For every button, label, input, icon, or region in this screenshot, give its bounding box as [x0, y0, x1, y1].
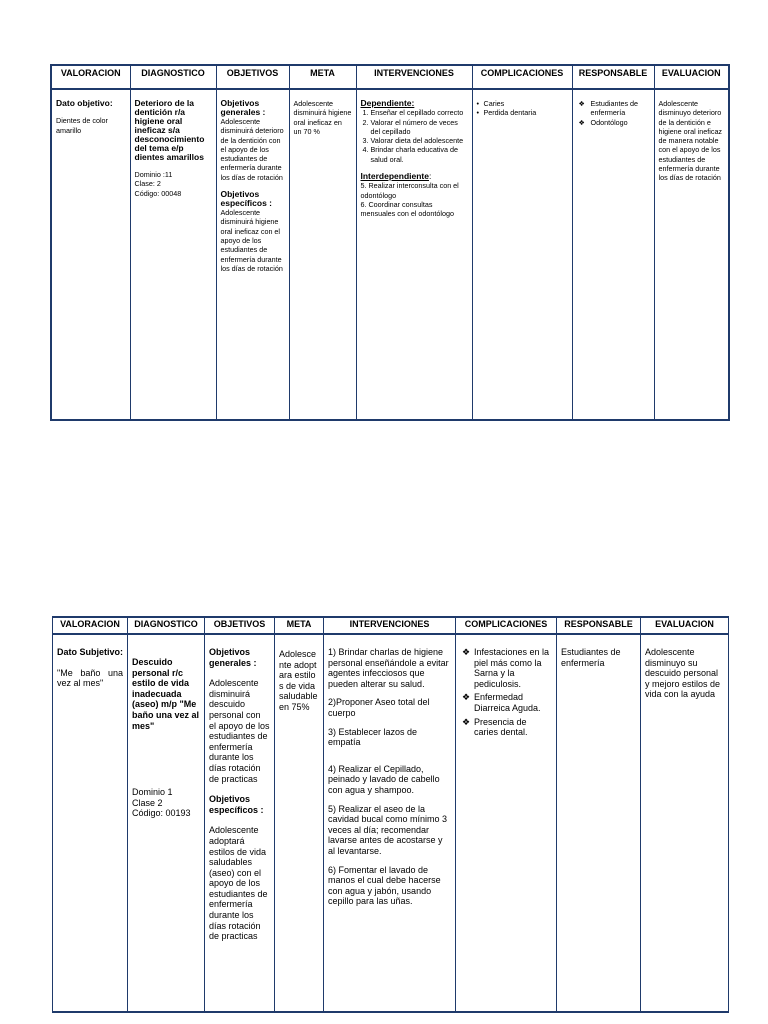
header-complicaciones: COMPLICACIONES [472, 65, 572, 89]
header-intervenciones: INTERVENCIONES [324, 617, 456, 634]
list-item [577, 118, 650, 127]
diamond-bullet-icon: ❖ [578, 117, 585, 127]
objetivos-especificos-text: Adolescente disminuirá higiene oral ineficaz con el apoyo de los estudiantes de enfermería durante los días de rotación [220, 208, 283, 273]
diagnostico-codigo: Código: 00193 [132, 808, 191, 819]
header-meta: META [275, 617, 324, 634]
header-intervenciones: INTERVENCIONES [356, 65, 472, 89]
diamond-bullet-icon: ❖ [462, 647, 471, 657]
cell-complicaciones [472, 89, 572, 420]
list-item: 4) Realizar el Cepillado, peinado y lavado de cabello con agua y shampoo. [328, 763, 440, 795]
list-item: 3) Establecer lazos de empatía [328, 726, 418, 748]
responsable-list [577, 99, 650, 127]
cell-valoracion [53, 634, 128, 1012]
header-valoracion: VALORACION [53, 617, 128, 634]
complicaciones-item-text: Presencia de caries dental. [474, 716, 528, 738]
diagnostico-title: Descuido personal r/c estilo de vida inadecuada (aseo) m/p "Me baño una vez al mes" [132, 657, 200, 731]
list-item: 3. Valorar dieta del adolescente [371, 136, 468, 145]
valoracion-text: Dientes de color amarillo [56, 116, 108, 135]
list-item: 1) Brindar charlas de higiene personal enseñándole a evitar agentes infecciosos que pueden alterar su salud. [328, 647, 449, 689]
header-objetivos: OBJETIVOS [216, 65, 289, 89]
list-item: 6. Coordinar consultas mensuales con el odontólogo [360, 199, 455, 219]
list-item: 4. Brindar charla educativa de salud oral. [371, 145, 468, 164]
list-item: 6) Fomentar el lavado de manos el cual debe hacerse con agua y jabón, usando cepillo para las uñas. [328, 864, 441, 907]
valoracion-title: Dato objetivo: [56, 98, 113, 108]
cell-objetivos [216, 89, 289, 420]
objetivos-especificos-title: Objetivos específicos : [209, 794, 264, 815]
cell-intervenciones [356, 89, 472, 420]
objetivos-general-title: Objetivos generales : [220, 98, 266, 117]
diagnostico-title: Deterioro de la dentición r/a higiene oral ineficaz s/a desconocimiento del tema e/p dientes amarillos [134, 98, 205, 162]
list-item: 2. Valorar el número de veces del cepillado [371, 118, 468, 137]
cell-responsable [572, 89, 654, 420]
cell-objetivos [205, 634, 275, 1012]
header-objetivos: OBJETIVOS [205, 617, 275, 634]
evaluacion-text: Adolescente disminuyo deterioro de la dentición e higiene oral ineficaz de manera notable con el apoyo de los estudiantes de enfermería durante los días de rotación [658, 99, 723, 183]
cell-complicaciones [456, 634, 557, 1012]
header-responsable: RESPONSABLE [557, 617, 641, 634]
valoracion-title: Dato Subjetivo: [57, 647, 124, 657]
intervenciones-dependiente-list [361, 108, 468, 164]
intervenciones-interdependiente-title: Interdependiente [360, 171, 429, 182]
cell-intervenciones [324, 634, 456, 1012]
header-diagnostico: DIAGNOSTICO [128, 617, 205, 634]
intervenciones-dependiente-title: Dependiente: [360, 98, 415, 108]
header-row [51, 65, 729, 89]
objetivos-general-text: Adolescente disminuirá deterioro de la dentición con el apoyo de los estudiantes de enfermería durante los días de rotación [220, 117, 284, 182]
header-row [53, 617, 729, 634]
diagnostico-codigo: Código: 00048 [134, 188, 182, 198]
objetivos-especificos-text: Adolescente adoptará estilos de vida saludables (aseo) con el apoyo de los estudiantes de enfermería durante los días rotación de practicas [209, 825, 268, 942]
diamond-bullet-icon: ❖ [578, 99, 585, 108]
cell-evaluacion [654, 89, 729, 420]
complicaciones-item-text: Enfermedad Diarreica Aguda. [474, 692, 541, 713]
list-item: • Perdida dentaria [477, 108, 568, 117]
cell-meta [275, 634, 324, 1012]
intervenciones-interdependiente-heading [361, 172, 468, 181]
list-item [577, 99, 650, 118]
meta-text: Adolescente adoptara estilos de vida saludable en 75% [279, 649, 318, 712]
complicaciones-list [477, 99, 568, 118]
responsable-text: Estudiantes de enfermería [561, 647, 621, 668]
care-plan-table-1 [50, 64, 730, 421]
cell-diagnostico [128, 634, 205, 1012]
header-valoracion: VALORACION [51, 65, 130, 89]
objetivos-general-text: Adolescente disminuirá descuido personal con el apoyo de los estudiantes de enfermería durante los días rotación de practicas [209, 678, 270, 784]
header-diagnostico: DIAGNOSTICO [130, 65, 216, 89]
intervenciones-interdependiente-colon: : [428, 171, 432, 182]
header-evaluacion: EVALUACION [654, 65, 729, 89]
complicaciones-list [460, 647, 552, 738]
diagnostico-clase: Clase: 2 [134, 179, 161, 189]
list-item [460, 717, 552, 738]
content-row [51, 89, 729, 420]
header-meta: META [289, 65, 356, 89]
header-complicaciones: COMPLICACIONES [456, 617, 557, 634]
header-responsable: RESPONSABLE [572, 65, 654, 89]
list-item [460, 692, 552, 713]
list-item: 5) Realizar el aseo de la cavidad bucal como mínimo 3 veces al día; recomendar lavarse antes de acostarse y al levantarse. [328, 803, 448, 856]
meta-text: Adolescente disminuirá higiene oral ineficaz en un 70 % [293, 99, 352, 136]
evaluacion-text: Adolescente disminuyo su descuido personal y mejoro estilos de vida con la ayuda [645, 647, 721, 700]
header-evaluacion: EVALUACION [641, 617, 729, 634]
diagnostico-clase: Clase 2 [132, 797, 163, 808]
diamond-bullet-icon: ❖ [462, 716, 471, 727]
responsable-item-text: Estudiantes de enfermería [590, 99, 639, 118]
list-item: • Caries [477, 99, 568, 108]
list-item: 2)Proponer Aseo total del cuerpo [328, 697, 430, 718]
cell-meta [289, 89, 356, 420]
diamond-bullet-icon: ❖ [462, 692, 471, 703]
responsable-item-text: Odontólogo [590, 117, 628, 127]
list-item: 5. Realizar interconsulta con el odontólogo [360, 181, 459, 200]
cell-evaluacion [641, 634, 729, 1012]
cell-responsable [557, 634, 641, 1012]
complicaciones-item-text: Infestaciones en la piel más como la Sarna y la pediculosis. [474, 647, 550, 689]
list-item [460, 647, 552, 689]
valoracion-text: "Me baño una vez al mes" [57, 667, 123, 689]
objetivos-especificos-title: Objetivos específicos : [220, 189, 272, 209]
cell-valoracion [51, 89, 130, 420]
content-row [53, 634, 729, 1012]
diagnostico-dominio: Dominio 1 [132, 787, 173, 798]
objetivos-general-title: Objetivos generales : [209, 647, 257, 668]
care-plan-table-2 [52, 616, 729, 1013]
diagnostico-dominio: Dominio :11 [134, 170, 173, 179]
list-item: 1. Enseñar el cepillado correcto [371, 108, 468, 117]
cell-diagnostico [130, 89, 216, 420]
